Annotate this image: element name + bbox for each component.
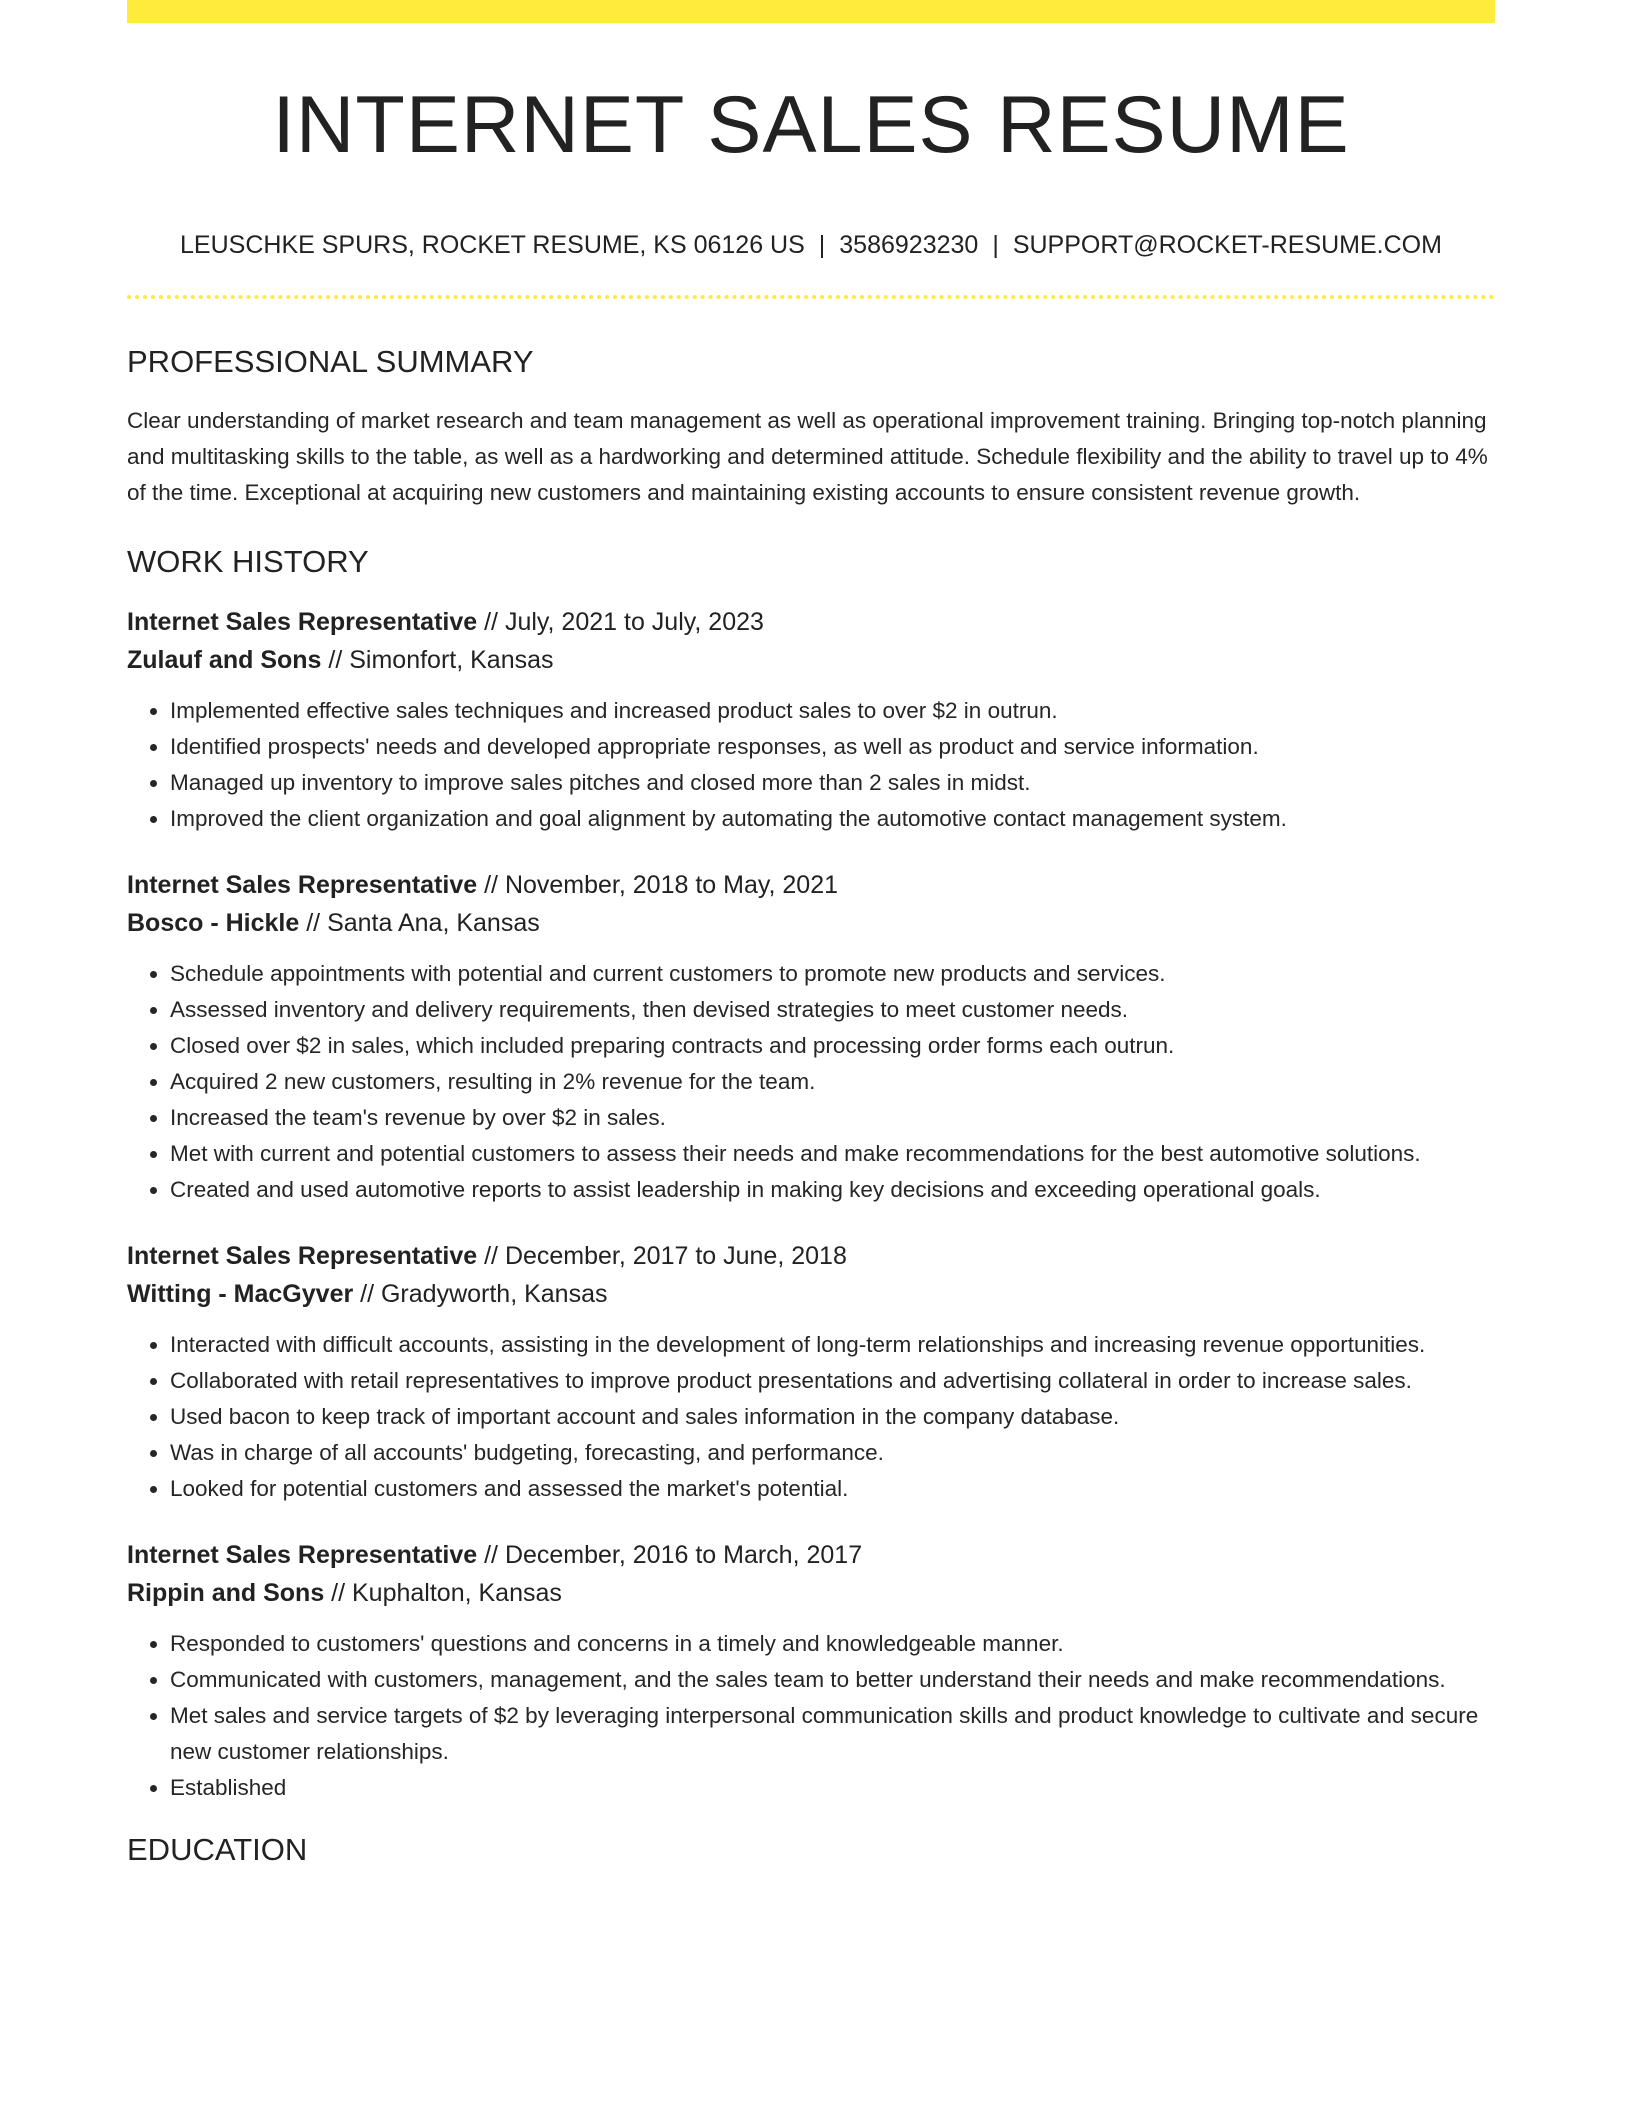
bullet-item: • Was in charge of all accounts' budgeting, forecasting, and performance. <box>170 1435 1495 1471</box>
job-title-line <box>127 866 1495 904</box>
bullet-item: • Responded to customers' questions and concerns in a timely and knowledgeable manner. <box>170 1626 1495 1662</box>
resume-page <box>127 0 1495 1865</box>
job-title: Internet Sales Representative <box>127 608 478 636</box>
job-company-line <box>127 1574 1495 1612</box>
bullet-item: • Established <box>170 1770 1495 1806</box>
job-dates: // December, 2017 to June, 2018 <box>477 1242 847 1270</box>
bullet-item: • Implemented effective sales techniques and increased product sales to over $2 in outrun. <box>170 693 1495 729</box>
job-company: Rippin and Sons <box>127 1579 325 1607</box>
work-history-heading: WORK HISTORY <box>127 544 369 579</box>
bullet-item: • Assessed inventory and delivery requirements, then devised strategies to meet customer needs. <box>170 992 1495 1028</box>
bullet-item: • Interacted with difficult accounts, assisting in the development of long-term relationships and increasing revenue opportunities. <box>170 1327 1495 1363</box>
job-location: // Simonfort, Kansas <box>321 646 554 674</box>
job-entry <box>127 866 1495 1208</box>
job-title: Internet Sales Representative <box>127 1242 478 1270</box>
job-company-line <box>127 641 1495 679</box>
job-dates: // July, 2021 to July, 2023 <box>477 608 764 636</box>
bullet-item: • Managed up inventory to improve sales pitches and closed more than 2 sales in midst. <box>170 765 1495 801</box>
job-bullets <box>127 1327 1495 1507</box>
job-dates: // December, 2016 to March, 2017 <box>477 1541 863 1569</box>
job-location: // Kuphalton, Kansas <box>324 1579 562 1607</box>
job-company-line <box>127 1275 1495 1313</box>
bullet-item: • Identified prospects' needs and developed appropriate responses, as well as product and service information. <box>170 729 1495 765</box>
bullet-item: • Improved the client organization and goal alignment by automating the automotive contact management system. <box>170 801 1495 837</box>
bullet-item: • Schedule appointments with potential and current customers to promote new products and services. <box>170 956 1495 992</box>
job-company: Witting - MacGyver <box>127 1280 354 1308</box>
job-company-line <box>127 904 1495 942</box>
bullet-item: • Met with current and potential customers to assess their needs and make recommendations for the best automotive solutions. <box>170 1136 1495 1172</box>
bullet-item: • Acquired 2 new customers, resulting in 2% revenue for the team. <box>170 1064 1495 1100</box>
contact-separator: | <box>818 231 826 259</box>
job-entry <box>127 1536 1495 1806</box>
contact-separator: | <box>992 231 999 259</box>
job-entry <box>127 603 1495 837</box>
summary-text: Clear understanding of market research and team management as well as operational improvement training. Bringing top-notch planning and multitasking skills to the table, as well as a hardworking and determined attitude. Schedule flexibility and the ability to travel up to 4% of the time. Exceptional at acquiring new customers and maintaining existing accounts to ensure consistent revenue growth. <box>127 408 1488 505</box>
bullet-item: • Looked for potential customers and assessed the market's potential. <box>170 1471 1495 1507</box>
bullet-item: • Used bacon to keep track of important account and sales information in the company database. <box>170 1399 1495 1435</box>
job-title-line <box>127 1536 1495 1574</box>
bullet-item: • Created and used automotive reports to assist leadership in making key decisions and exceeding operational goals. <box>170 1172 1495 1208</box>
job-bullets <box>127 693 1495 837</box>
contact-email: SUPPORT@ROCKET-RESUME.COM <box>1012 231 1442 259</box>
job-title-line <box>127 1237 1495 1275</box>
bullet-item: • Met sales and service targets of $2 by leveraging interpersonal communication skills and product knowledge to cultivate and secure new customer relationships. <box>170 1698 1495 1770</box>
job-location: // Gradyworth, Kansas <box>353 1280 608 1308</box>
top-accent-bar <box>127 0 1495 23</box>
summary-heading: PROFESSIONAL SUMMARY <box>127 344 534 379</box>
resume-title: INTERNET SALES RESUME <box>272 80 1350 170</box>
contact-phone: 3586923230 <box>839 231 979 259</box>
header-divider <box>127 295 1495 299</box>
job-company: Zulauf and Sons <box>127 646 322 674</box>
job-title: Internet Sales Representative <box>127 871 478 899</box>
bullet-item: • Communicated with customers, management, and the sales team to better understand their needs and make recommendations. <box>170 1662 1495 1698</box>
contact-address: LEUSCHKE SPURS, ROCKET RESUME, KS 06126 US <box>180 231 805 259</box>
job-entry <box>127 1237 1495 1507</box>
job-title: Internet Sales Representative <box>127 1541 478 1569</box>
job-bullets <box>127 956 1495 1208</box>
contact-line <box>127 233 1495 258</box>
bullet-item: • Closed over $2 in sales, which included preparing contracts and processing order forms each outrun. <box>170 1028 1495 1064</box>
work-history-list <box>127 603 1495 1806</box>
job-dates: // November, 2018 to May, 2021 <box>477 871 839 899</box>
job-company: Bosco - Hickle <box>127 909 300 937</box>
education-heading: EDUCATION <box>127 1832 308 1867</box>
job-location: // Santa Ana, Kansas <box>299 909 540 937</box>
bullet-item: • Increased the team's revenue by over $2 in sales. <box>170 1100 1495 1136</box>
job-title-line <box>127 603 1495 641</box>
job-bullets <box>127 1626 1495 1806</box>
bullet-item: • Collaborated with retail representatives to improve product presentations and advertising collateral in order to increase sales. <box>170 1363 1495 1399</box>
